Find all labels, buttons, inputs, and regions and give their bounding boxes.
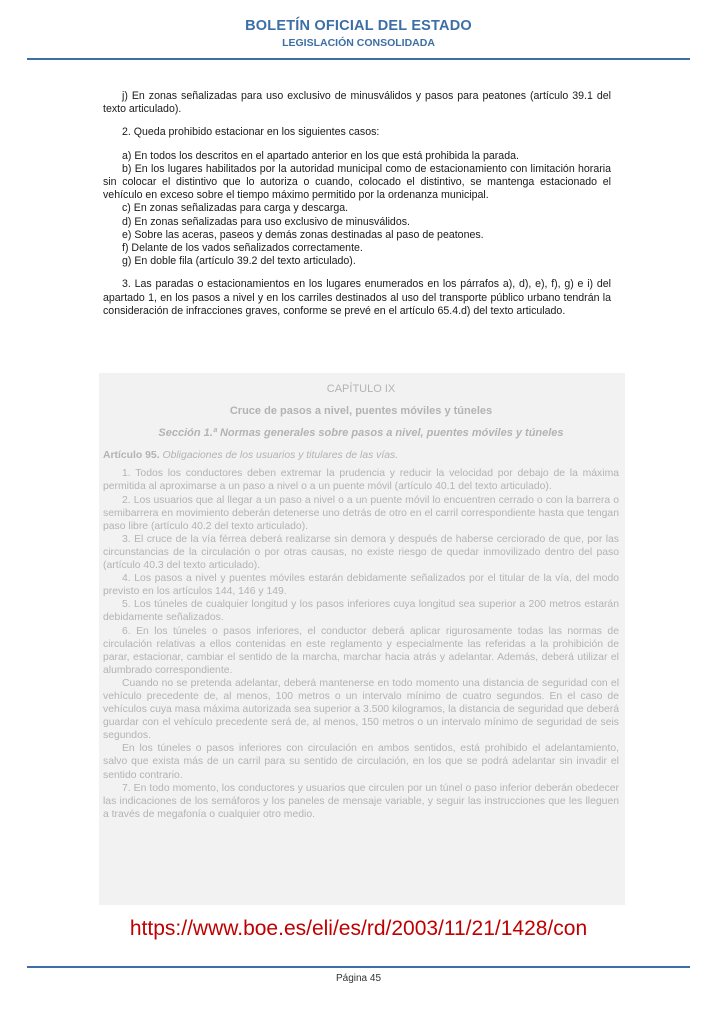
header-subtitle: LEGISLACIÓN CONSOLIDADA	[282, 37, 435, 49]
paragraph: e) Sobre las aceras, paseos y demás zonas destinadas al paso de peatones.	[122, 228, 484, 241]
article-paragraph: 2. Los usuarios que al llegar a un paso a nivel o a un puente móvil lo encuentren cerrado o con la barrera o semibarrera en movimiento deberán detenerse uno detrás de otro en el carril correspondiente hasta que tengan paso libre (artículo 40.2 del texto articulado).	[103, 494, 619, 532]
paragraph: 3. Las paradas o estacionamientos en los lugares enumerados en los párrafos a), d), e), f), g) e i) del apartado 1, en los pasos a nivel y en los carriles destinados al uso del transporte público urbano tendrán la consideración de infracciones graves, conforme se prevé en el artículo 65.4.d) del texto articulado.	[103, 278, 611, 317]
paragraph: j) En zonas señalizadas para uso exclusivo de minusválidos y pasos para peatones (artículo 39.1 del texto articulado).	[103, 90, 611, 116]
article-paragraph: 4. Los pasos a nivel y puentes móviles estarán debidamente señalizados por el titular de la vía, del modo previsto en los artículos 144, 146 y 149.	[103, 573, 619, 598]
article-paragraph: En los túneles o pasos inferiores con circulación en ambos sentidos, está prohibido el adelantamiento, salvo que exista más de un carril para su sentido de circulación, en los que se podrá adelantar sin invadir el sentido contrario.	[103, 743, 619, 781]
article-paragraph: 7. En todo momento, los conductores y usuarios que circulen por un túnel o paso inferior deberán obedecer las indicaciones de los semáforos y los paneles de mensaje variable, y seguir las instrucciones que les lleguen a través de megafonía o cualquier otro medio.	[103, 782, 619, 820]
section-heading: Sección 1.ª Normas generales sobre pasos a nivel, puentes móviles y túneles	[158, 427, 564, 440]
chapter-heading: CAPÍTULO IX	[326, 383, 396, 395]
article-paragraph: 3. El cruce de la vía férrea deberá realizarse sin demora y después de haberse cerciorado de que, por las circunstancias de la circulación o por otras causas, no existe riesgo de quedar inmovilizado dentro del paso (artículo 40.3 del texto articulado).	[103, 533, 619, 572]
article-number: Artículo 95.	[103, 450, 160, 462]
paragraph: f) Delante de los vados señalizados correctamente.	[122, 242, 363, 255]
article-title: Obligaciones de los usuarios y titulares de las vías.	[162, 450, 399, 462]
paragraph: c) En zonas señalizadas para carga y descarga.	[122, 202, 349, 215]
header-title: BOLETÍN OFICIAL DEL ESTADO	[245, 18, 472, 34]
document-header	[0, 18, 717, 49]
paragraph: 2. Queda prohibido estacionar en los siguientes casos:	[122, 126, 380, 139]
footer-rule	[27, 966, 690, 968]
page-number: Página 45	[335, 973, 382, 984]
article-heading	[103, 449, 619, 462]
paragraph: a) En todos los descritos en el apartado anterior en los que está prohibida la parada.	[122, 149, 519, 162]
article-paragraph: Cuando no se pretenda adelantar, deberá mantenerse en todo momento una distancia de seguridad con el vehículo precedente de, al menos, 100 metros o un intervalo mínimo de cuatro segundos. En el caso de vehículos cuya masa máxima autorizada sea superior a 3.500 kilogramos, la distancia de seguridad que deberá guardar con el vehículo precedente será de, al menos, 150 metros o un intervalo mínimo de seguridad de seis segundos.	[103, 677, 619, 742]
main-text	[103, 90, 611, 318]
article-paragraph: 1. Todos los conductores deben extremar la prudencia y reducir la velocidad por debajo de la máxima permitida al aproximarse a un paso a nivel o a un puente móvil (artículo 40.1 del texto articulado).	[103, 468, 619, 493]
source-url-link[interactable]: https://www.boe.es/eli/es/rd/2003/11/21/1428/con	[129, 917, 588, 940]
paragraph: d) En zonas señalizadas para uso exclusivo de minusválidos.	[122, 215, 410, 228]
header-rule	[27, 58, 690, 60]
paragraph: b) En los lugares habilitados por la autoridad municipal como de estacionamiento con limitación horaria sin colocar el distintivo que lo autoriza o cuando, colocado el distintivo, se mantenga estacionado el vehículo en exceso sobre el tiempo máximo permitido por la ordenanza municipal.	[103, 162, 611, 202]
article-paragraph: 5. Los túneles de cualquier longitud y los pasos inferiores cuya longitud sea superior a 200 metros estarán debidamente señalizados.	[103, 599, 619, 624]
article-paragraph: 6. En los túneles o pasos inferiores, el conductor deberá aplicar rigurosamente todas las normas de circulación relativas a ellos contenidas en este reglamento y especialmente las referidas a la prohibición de parar, estacionar, cambiar el sentido de la marcha, marchar hacia atrás y adelantar. Además, deberá utilizar el alumbrado correspondiente.	[103, 625, 619, 676]
faded-section	[103, 383, 619, 821]
chapter-title: Cruce de pasos a nivel, puentes móviles y túneles	[229, 405, 493, 418]
paragraph: g) En doble fila (artículo 39.2 del texto articulado).	[122, 255, 356, 268]
